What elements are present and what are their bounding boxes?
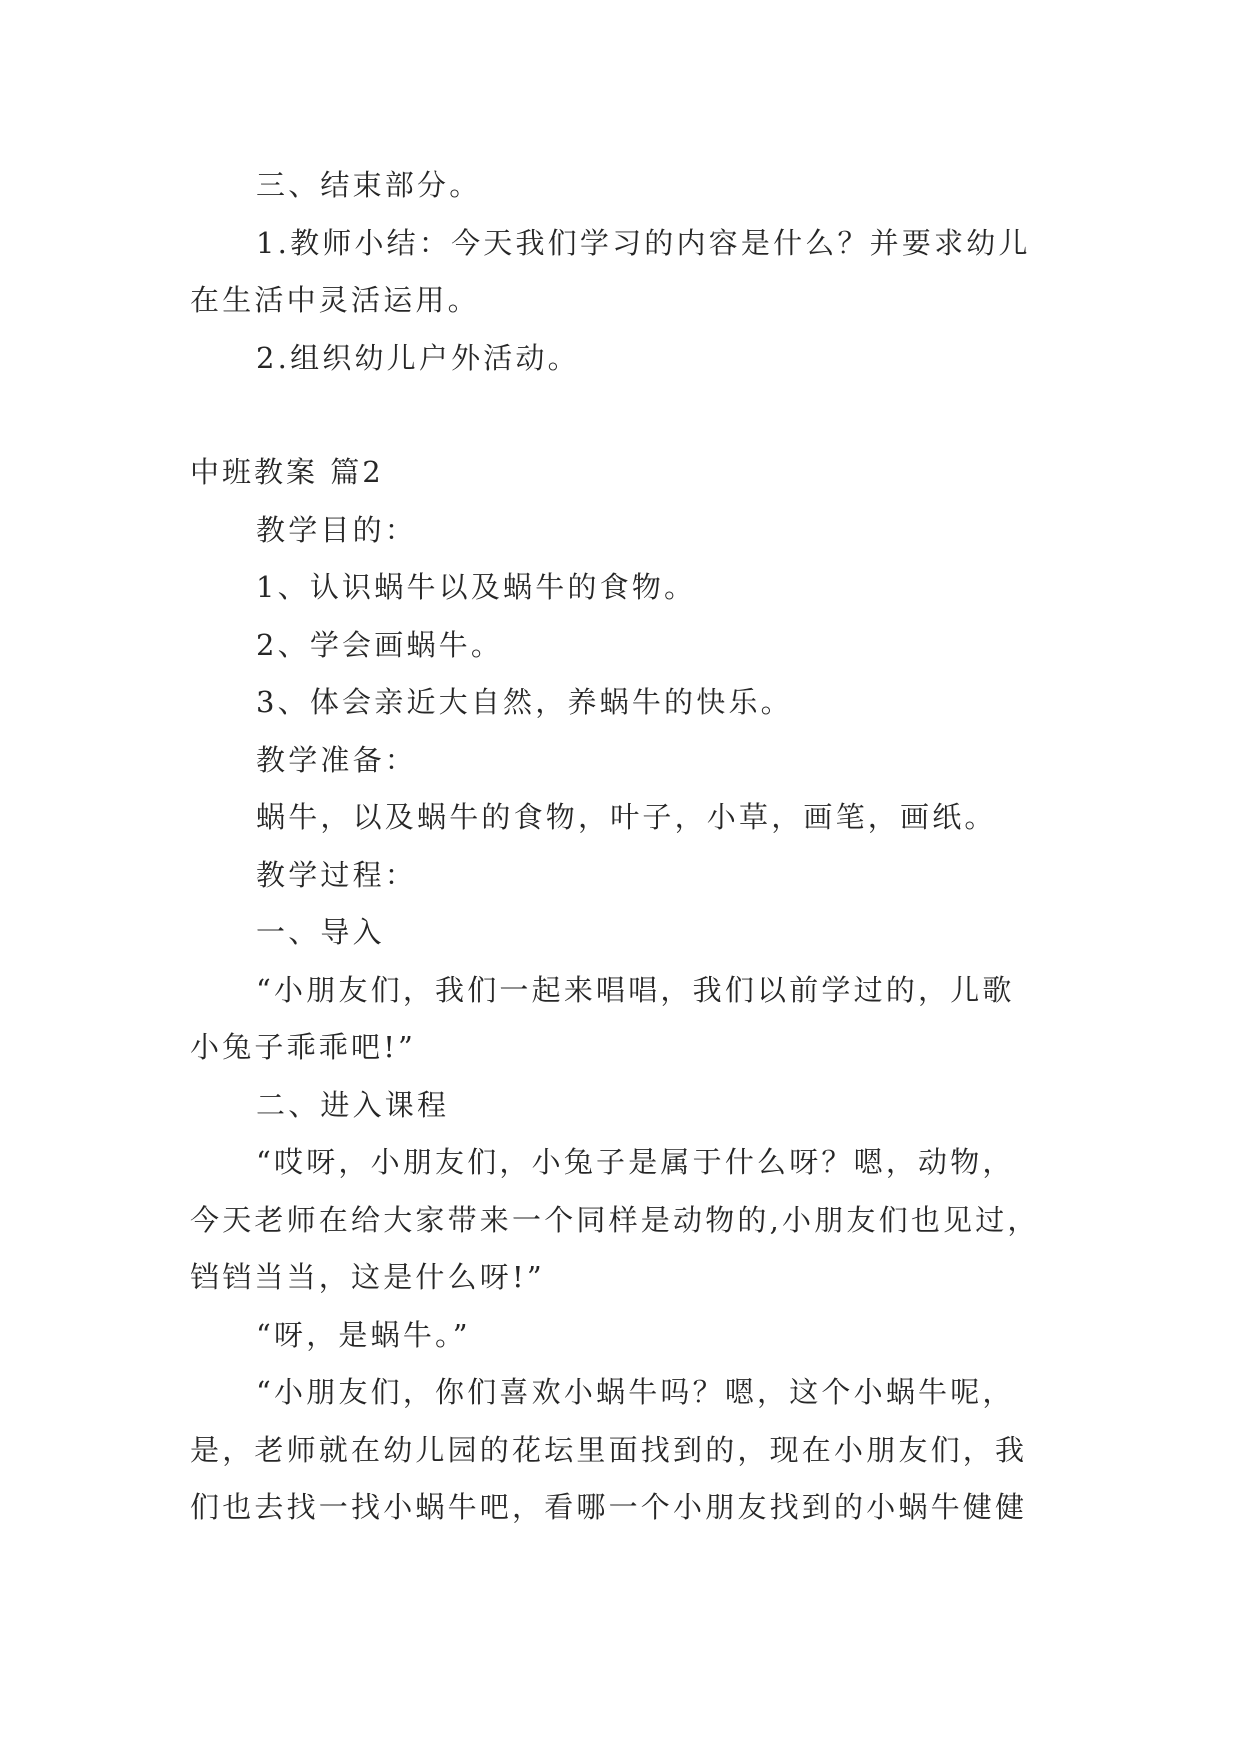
step-2-paragraph-1-line-1: “哎呀，小朋友们，小兔子是属于什么呀？嗯，动物， [256, 1145, 1015, 1179]
step-2-paragraph-3-line-2: 是，老师就在幼儿园的花坛里面找到的，现在小朋友们，我 [190, 1433, 1028, 1467]
objectives-label: 教学目的： [256, 513, 418, 547]
step-1-quote-line-2: 小兔子乖乖吧!” [190, 1030, 417, 1064]
lesson-plan-title: 中班教案 篇2 [190, 455, 384, 489]
preparation-items: 蜗牛，以及蜗牛的食物，叶子，小草，画笔，画纸。 [256, 800, 997, 834]
step-2-paragraph-2: “呀，是蜗牛。” [256, 1318, 471, 1352]
summary-item-line-2: 在生活中灵活运用。 [190, 283, 480, 317]
step-2-heading: 二、进入课程 [256, 1088, 450, 1122]
step-2-paragraph-1-line-2: 今天老师在给大家带来一个同样是动物的,小朋友们也见过， [190, 1203, 1040, 1237]
step-2-paragraph-3-line-1: “小朋友们，你们喜欢小蜗牛吗？嗯，这个小蜗牛呢， [256, 1375, 1015, 1409]
step-2-paragraph-1-line-3: 铛铛当当，这是什么呀!” [190, 1260, 545, 1294]
step-2-paragraph-3-line-3: 们也去找一找小蜗牛吧，看哪一个小朋友找到的小蜗牛健健 [190, 1490, 1028, 1524]
process-label: 教学过程： [256, 858, 418, 892]
preparation-label: 教学准备： [256, 743, 418, 777]
outdoor-activity-item: 2.组织幼儿户外活动。 [256, 341, 580, 375]
objective-2: 2、学会画蜗牛。 [256, 628, 504, 662]
objective-1: 1、认识蜗牛以及蜗牛的食物。 [256, 570, 697, 604]
section-end-heading: 三、结束部分。 [256, 168, 482, 202]
step-1-quote-line-1: “小朋友们，我们一起来唱唱，我们以前学过的，儿歌 [256, 973, 1015, 1007]
step-1-heading: 一、导入 [256, 915, 385, 949]
summary-item-line-1: 1.教师小结：今天我们学习的内容是什么？并要求幼儿 [256, 226, 1031, 260]
objective-3: 3、体会亲近大自然，养蜗牛的快乐。 [256, 685, 793, 719]
